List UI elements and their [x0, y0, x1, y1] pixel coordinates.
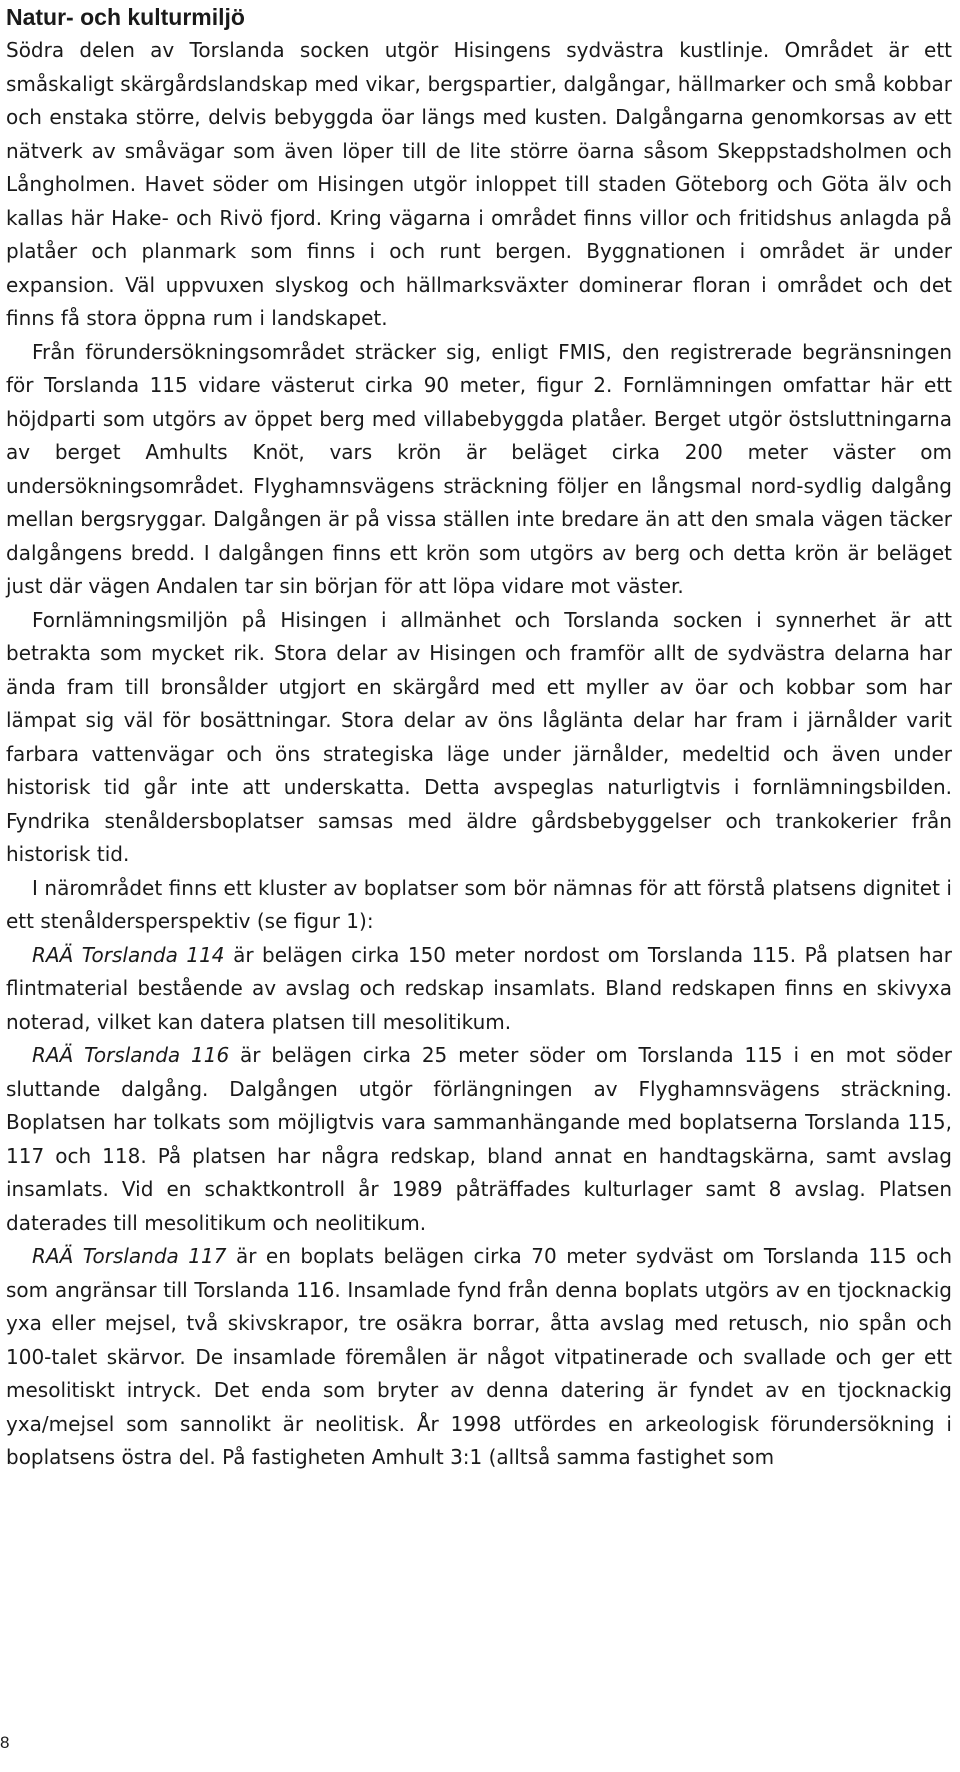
section-heading: Natur- och kulturmiljö — [6, 4, 245, 30]
document-page — [6, 0, 952, 1475]
paragraph-site-torslanda-116 — [6, 1039, 952, 1240]
paragraph-nature-description: Södra delen av Torslanda socken utgör Hisingens sydvästra kustlinje. Området är ett småskaligt skärgårdslandskap med vikar, bergspartier, dalgångar, hällmarker och små kobbar och enstaka större, delvis bebyggda öar längs med kusten. Dalgångarna genomkorsas av ett nätverk av småvägar som även löper till de lite större öarna såsom Skeppstadsholmen och Långholmen. Havet söder om Hisingen utgör inloppet till staden Göteborg och Göta älv och kallas här Hake- och Rivö fjord. Kring vägarna i området finns villor och fritidshus anlagda på platåer och planmark som finns i och runt bergen. Byggnationen i området är under expansion. Väl uppvuxen slyskog och hällmarksväxter dominerar floran i området och det finns få stora öppna rum i landskapet. — [6, 38, 952, 330]
paragraph-torslanda-115-extent: Från förundersökningsområdet sträcker sig, enligt FMIS, den registrerade begränsningen för Torslanda 115 vidare västerut cirka 90 meter, figur 2. Fornlämningen omfattar här ett höjdparti som utgörs av öppet berg med villabebyggda platåer. Berget utgör östsluttningarna av berget Amhults Knöt, vars krön är beläget cirka 200 meter väster om undersökningsområdet. Flyghamnsvägens sträckning följer en långsmal nord-sydlig dalgång mellan bergsryggar. Dalgången är på vissa ställen inte bredare än att den smala vägen täcker dalgångens bredd. I dalgången finns ett krön som utgörs av berg och detta krön är beläget just där vägen Andalen tar sin början för att löpa vidare mot väster. — [6, 339, 952, 598]
site-name: RAÄ Torslanda 116 — [32, 1043, 230, 1067]
paragraph-ancient-environment: Fornlämningsmiljön på Hisingen i allmänhet och Torslanda socken i synnerhet är att betrakta som mycket rik. Stora delar av Hisingen och framför allt de sydvästra delarna har ända fram till bronsålder utgjort en skärgård med ett myller av öar och kobbar som har lämpat sig väl för bosättningar. Stora delar av öns låglänta delar har fram i järnålder varit farbara vattenvägar och öns strategiska läge under järnålder, medeltid och även under historisk tid går inte att underskatta. Detta avspeglas naturligtvis i fornlämningsbilden. Fyndrika stenåldersboplatser samsas med äldre gårdsbebyggelser och trankokerier från historisk tid. — [6, 607, 952, 866]
site-description: är en boplats belägen cirka 70 meter sydväst om Torslanda 115 och som angränsar till Torslanda 116. Insamlade fynd från denna boplats utgörs av en tjocknackig yxa eller mejsel, två skivskrapor, tre osäkra borrar, åtta avslag med retusch, nio spån och 100-talet skärvor. De insamlade föremålen är något vitpatinerade och svallade och ger ett mesolitiskt intryck. Det enda som bryter av denna datering är fyndet av en tjocknackig yxa/mejsel som sannolikt är neolitisk. År 1998 utfördes en arkeologisk förundersökning i boplatsens östra del. På fastigheten Amhult 3:1 (alltså samma fastighet som — [6, 1244, 953, 1469]
page-number: 8 — [0, 1733, 10, 1752]
site-name: RAÄ Torslanda 114 — [32, 942, 225, 967]
site-name: RAÄ Torslanda 117 — [32, 1244, 227, 1268]
site-description: är belägen cirka 150 meter nordost om Torslanda 115. På platsen har flintmaterial bestående av avslag och redskap insamlats. Bland redskapen finns en skivyxa noterad, vilket kan datera platsen till mesolitikum. — [6, 942, 952, 1034]
site-description: är belägen cirka 25 meter söder om Torslanda 115 i en mot söder sluttande dalgång. Dalgången utgör förlängningen av Flyghamnsvägens sträckning. Boplatsen har tolkats som möjligtvis vara sammanhängande med boplatserna Torslanda 115, 117 och 118. På platsen har några redskap, bland annat en handtagskärna, samt avslag insamlats. Vid en schaktkontroll år 1989 påträffades kulturlager samt 8 avslag. Platsen daterades till mesolitikum och neolitikum. — [6, 1043, 952, 1235]
paragraph-site-cluster-intro: I närområdet finns ett kluster av boplatser som bör nämnas för att förstå platsens dignitet i ett stenåldersperspektiv (se figur 1): — [6, 875, 952, 933]
paragraph-site-torslanda-117 — [6, 1240, 952, 1475]
paragraph-site-torslanda-114 — [6, 939, 952, 1040]
